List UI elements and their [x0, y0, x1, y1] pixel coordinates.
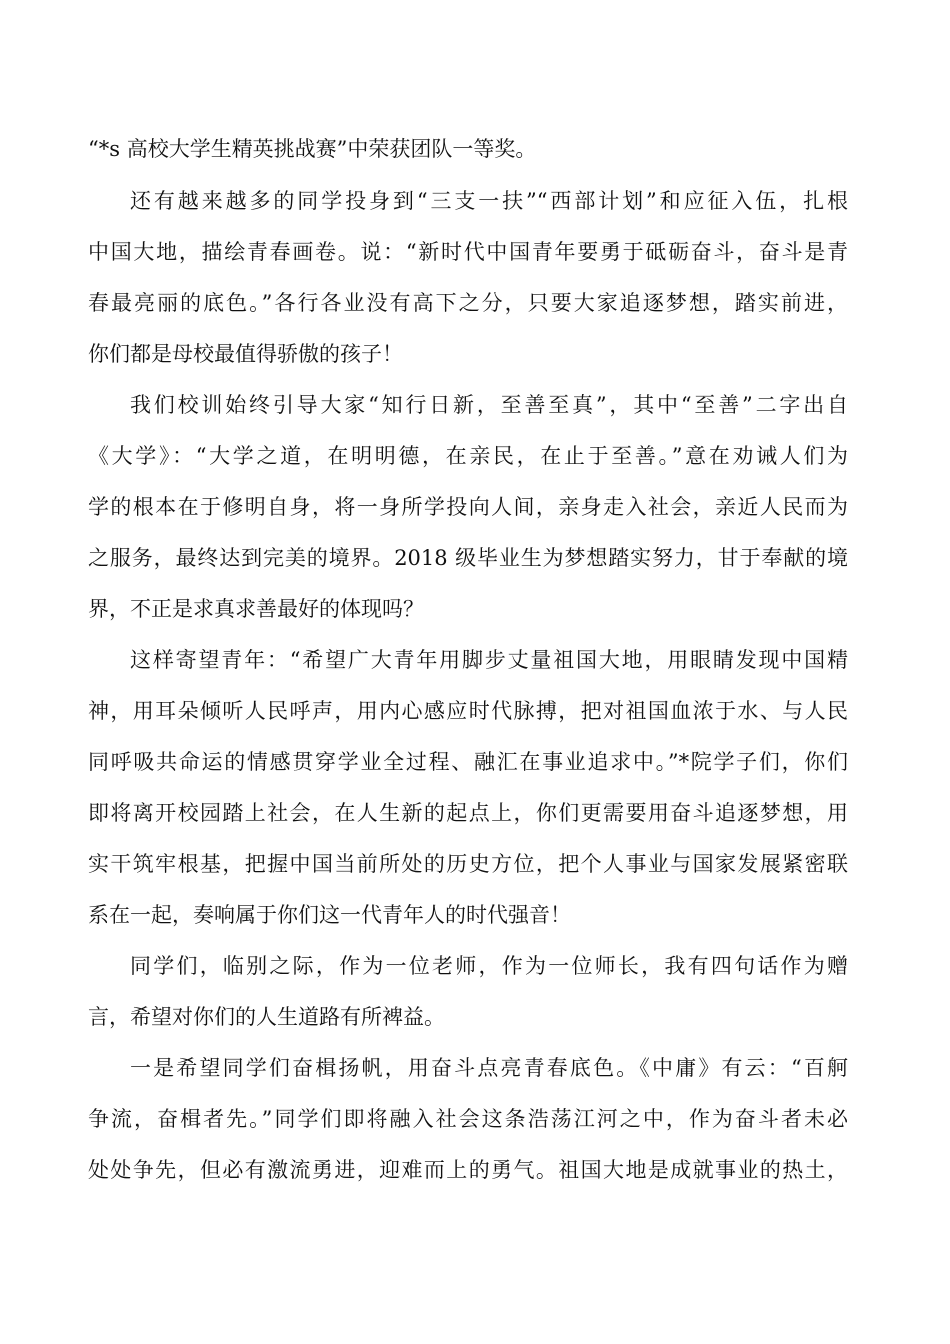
text-line: 即将离开校园踏上社会，在人生新的起点上，你们更需要用奋斗追逐梦想，用	[88, 801, 848, 825]
text-line: 界，不正是求真求善最好的体现吗？	[88, 597, 424, 621]
text-line: 同呼吸共命运的情感贯穿学业全过程、融汇在事业追求中。”*院学子们，你们	[88, 750, 848, 774]
text-line: 《大学》：“大学之道，在明明德，在亲民，在止于至善。”意在劝诫人们为	[88, 444, 848, 468]
text-line: 之服务，最终达到完美的境界。2018 级毕业生为梦想踏实努力，甘于奉献的境	[88, 546, 848, 570]
text-line: 这样寄望青年：“希望广大青年用脚步丈量祖国大地，用眼睛发现中国精	[130, 648, 848, 672]
text-line: 处处争先，但必有激流勇进，迎难而上的勇气。祖国大地是成就事业的热土，	[88, 1158, 848, 1182]
text-line: 中国大地，描绘青春画卷。说：“新时代中国青年要勇于砥砺奋斗，奋斗是青	[88, 240, 848, 264]
text-line: 言，希望对你们的人生道路有所裨益。	[88, 1005, 445, 1029]
text-line: 你们都是母校最值得骄傲的孩子！	[88, 342, 403, 366]
text-line: 系在一起，奏响属于你们这一代青年人的时代强音！	[88, 903, 571, 927]
text-line: 神，用耳朵倾听人民呼声，用内心感应时代脉搏，把对祖国血浓于水、与人民	[88, 699, 848, 723]
text-line: 还有越来越多的同学投身到“三支一扶”“西部计划”和应征入伍，扎根	[130, 189, 848, 213]
text-line: 争流，奋楫者先。”同学们即将融入社会这条浩荡江河之中，作为奋斗者未必	[88, 1107, 848, 1131]
text-line: “*s 高校大学生精英挑战赛”中荣获团队一等奖。	[88, 137, 537, 161]
text-line: 一是希望同学们奋楫扬帆，用奋斗点亮青春底色。《中庸》有云：“百舸	[130, 1056, 848, 1080]
text-line: 我们校训始终引导大家“知行日新，至善至真”，其中“至善”二字出自	[130, 393, 848, 417]
text-line: 实干筑牢根基，把握中国当前所处的历史方位，把个人事业与国家发展紧密联	[88, 852, 848, 876]
text-line: 学的根本在于修明自身，将一身所学投向人间，亲身走入社会，亲近人民而为	[88, 495, 848, 519]
text-line: 春最亮丽的底色。”各行各业没有高下之分，只要大家追逐梦想，踏实前进，	[88, 291, 848, 315]
text-line: 同学们，临别之际，作为一位老师，作为一位师长，我有四句话作为赠	[130, 954, 848, 978]
